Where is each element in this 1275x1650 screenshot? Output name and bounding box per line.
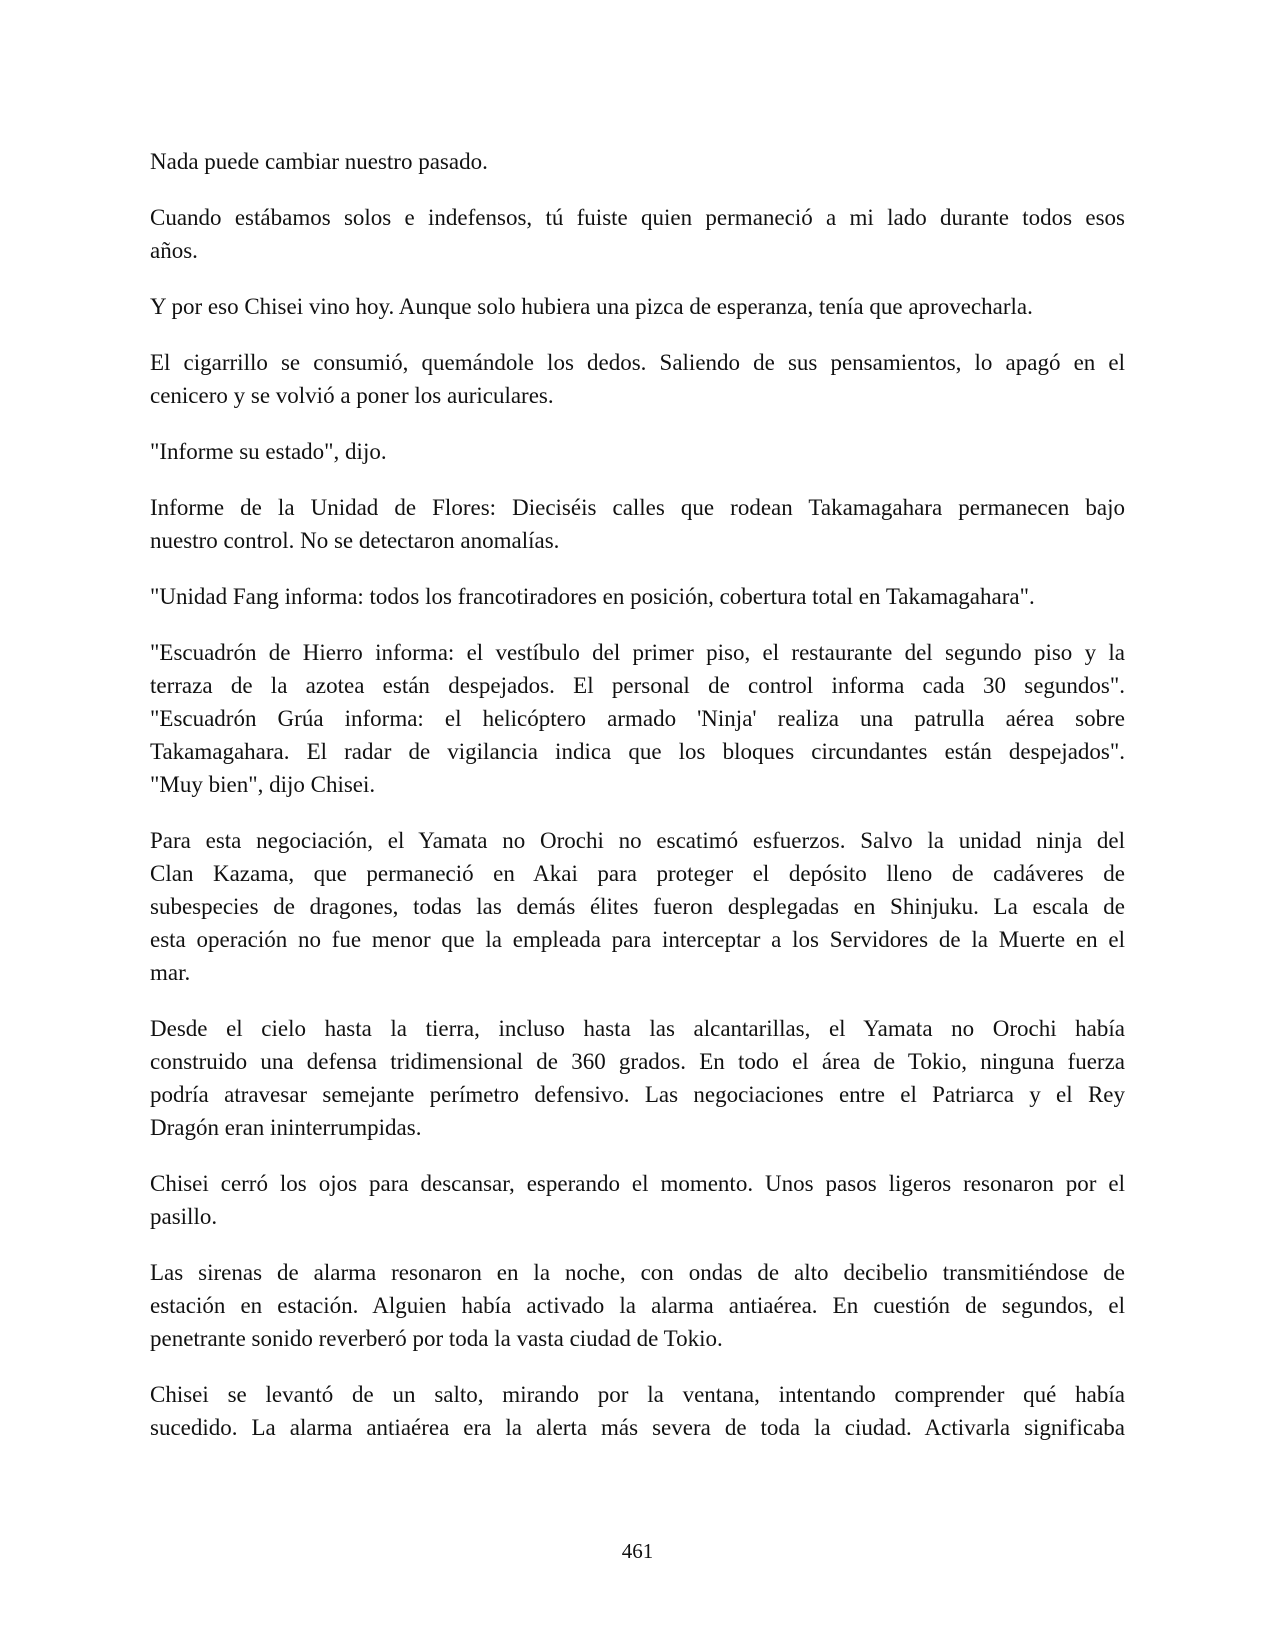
paragraph (150, 1167, 1125, 1233)
paragraph (150, 1012, 1125, 1144)
text-line: "Informe su estado", dijo. (150, 439, 387, 464)
text-line: "Escuadrón Grúa informa: el helicóptero armado 'Ninja' realiza una patrulla aérea sobre (150, 706, 1125, 731)
text-line: estación en estación. Alguien había activado la alarma antiaérea. En cuestión de segundos, el (150, 1293, 1125, 1318)
text-line: cenicero y se volvió a poner los auriculares. (150, 383, 554, 408)
paragraph (150, 1378, 1125, 1444)
text-line: penetrante sonido reverberó por toda la vasta ciudad de Tokio. (150, 1326, 723, 1351)
paragraph (150, 201, 1125, 267)
text-line: Y por eso Chisei vino hoy. Aunque solo hubiera una pizca de esperanza, tenía que aprovecharla. (150, 294, 1033, 319)
text-line: "Unidad Fang informa: todos los francotiradores en posición, cobertura total en Takamagahara". (150, 584, 1035, 609)
text-line: El cigarrillo se consumió, quemándole los dedos. Saliendo de sus pensamientos, lo apagó en el (150, 350, 1125, 375)
paragraph (150, 435, 1125, 468)
page-number: 461 (621, 1539, 654, 1563)
text-line: construido una defensa tridimensional de 360 grados. En todo el área de Tokio, ninguna fuerza (150, 1049, 1125, 1074)
paragraph (150, 824, 1125, 989)
text-line: pasillo. (150, 1204, 218, 1229)
paragraph (150, 580, 1125, 613)
text-line: Takamagahara. El radar de vigilancia indica que los bloques circundantes están despejados". (150, 739, 1125, 764)
text-line: Chisei cerró los ojos para descansar, esperando el momento. Unos pasos ligeros resonaron por el (150, 1171, 1125, 1196)
text-line: Desde el cielo hasta la tierra, incluso hasta las alcantarillas, el Yamata no Orochi había (150, 1016, 1125, 1041)
paragraph (150, 145, 1125, 178)
text-line: subespecies de dragones, todas las demás élites fueron desplegadas en Shinjuku. La escala de (150, 894, 1125, 919)
paragraph (150, 636, 1125, 801)
text-line: años. (150, 238, 198, 263)
text-line: Para esta negociación, el Yamata no Orochi no escatimó esfuerzos. Salvo la unidad ninja del (150, 828, 1125, 853)
text-line: Clan Kazama, que permaneció en Akai para proteger el depósito lleno de cadáveres de (150, 861, 1125, 886)
paragraph (150, 346, 1125, 412)
text-line: esta operación no fue menor que la empleada para interceptar a los Servidores de la Muerte en el (150, 927, 1125, 952)
page-body (150, 145, 1125, 1467)
text-line: Nada puede cambiar nuestro pasado. (150, 149, 488, 174)
text-line: Chisei se levantó de un salto, mirando por la ventana, intentando comprender qué había (150, 1382, 1125, 1407)
text-line: Dragón eran ininterrumpidas. (150, 1115, 422, 1140)
text-line: sucedido. La alarma antiaérea era la alerta más severa de toda la ciudad. Activarla significaba (150, 1415, 1125, 1440)
paragraph (150, 1256, 1125, 1355)
text-line: Cuando estábamos solos e indefensos, tú fuiste quien permaneció a mi lado durante todos esos (150, 205, 1125, 230)
text-line: nuestro control. No se detectaron anomalías. (150, 528, 560, 553)
paragraph (150, 290, 1125, 323)
text-line: "Escuadrón de Hierro informa: el vestíbulo del primer piso, el restaurante del segundo piso y la (150, 640, 1125, 665)
text-line: Informe de la Unidad de Flores: Dieciséis calles que rodean Takamagahara permanecen bajo (150, 495, 1125, 520)
text-line: terraza de la azotea están despejados. El personal de control informa cada 30 segundos". (150, 673, 1125, 698)
text-line: podría atravesar semejante perímetro defensivo. Las negociaciones entre el Patriarca y el Rey (150, 1082, 1125, 1107)
paragraph (150, 491, 1125, 557)
text-line: "Muy bien", dijo Chisei. (150, 772, 376, 797)
text-line: mar. (150, 960, 191, 985)
text-line: Las sirenas de alarma resonaron en la noche, con ondas de alto decibelio transmitiéndose de (150, 1260, 1125, 1285)
